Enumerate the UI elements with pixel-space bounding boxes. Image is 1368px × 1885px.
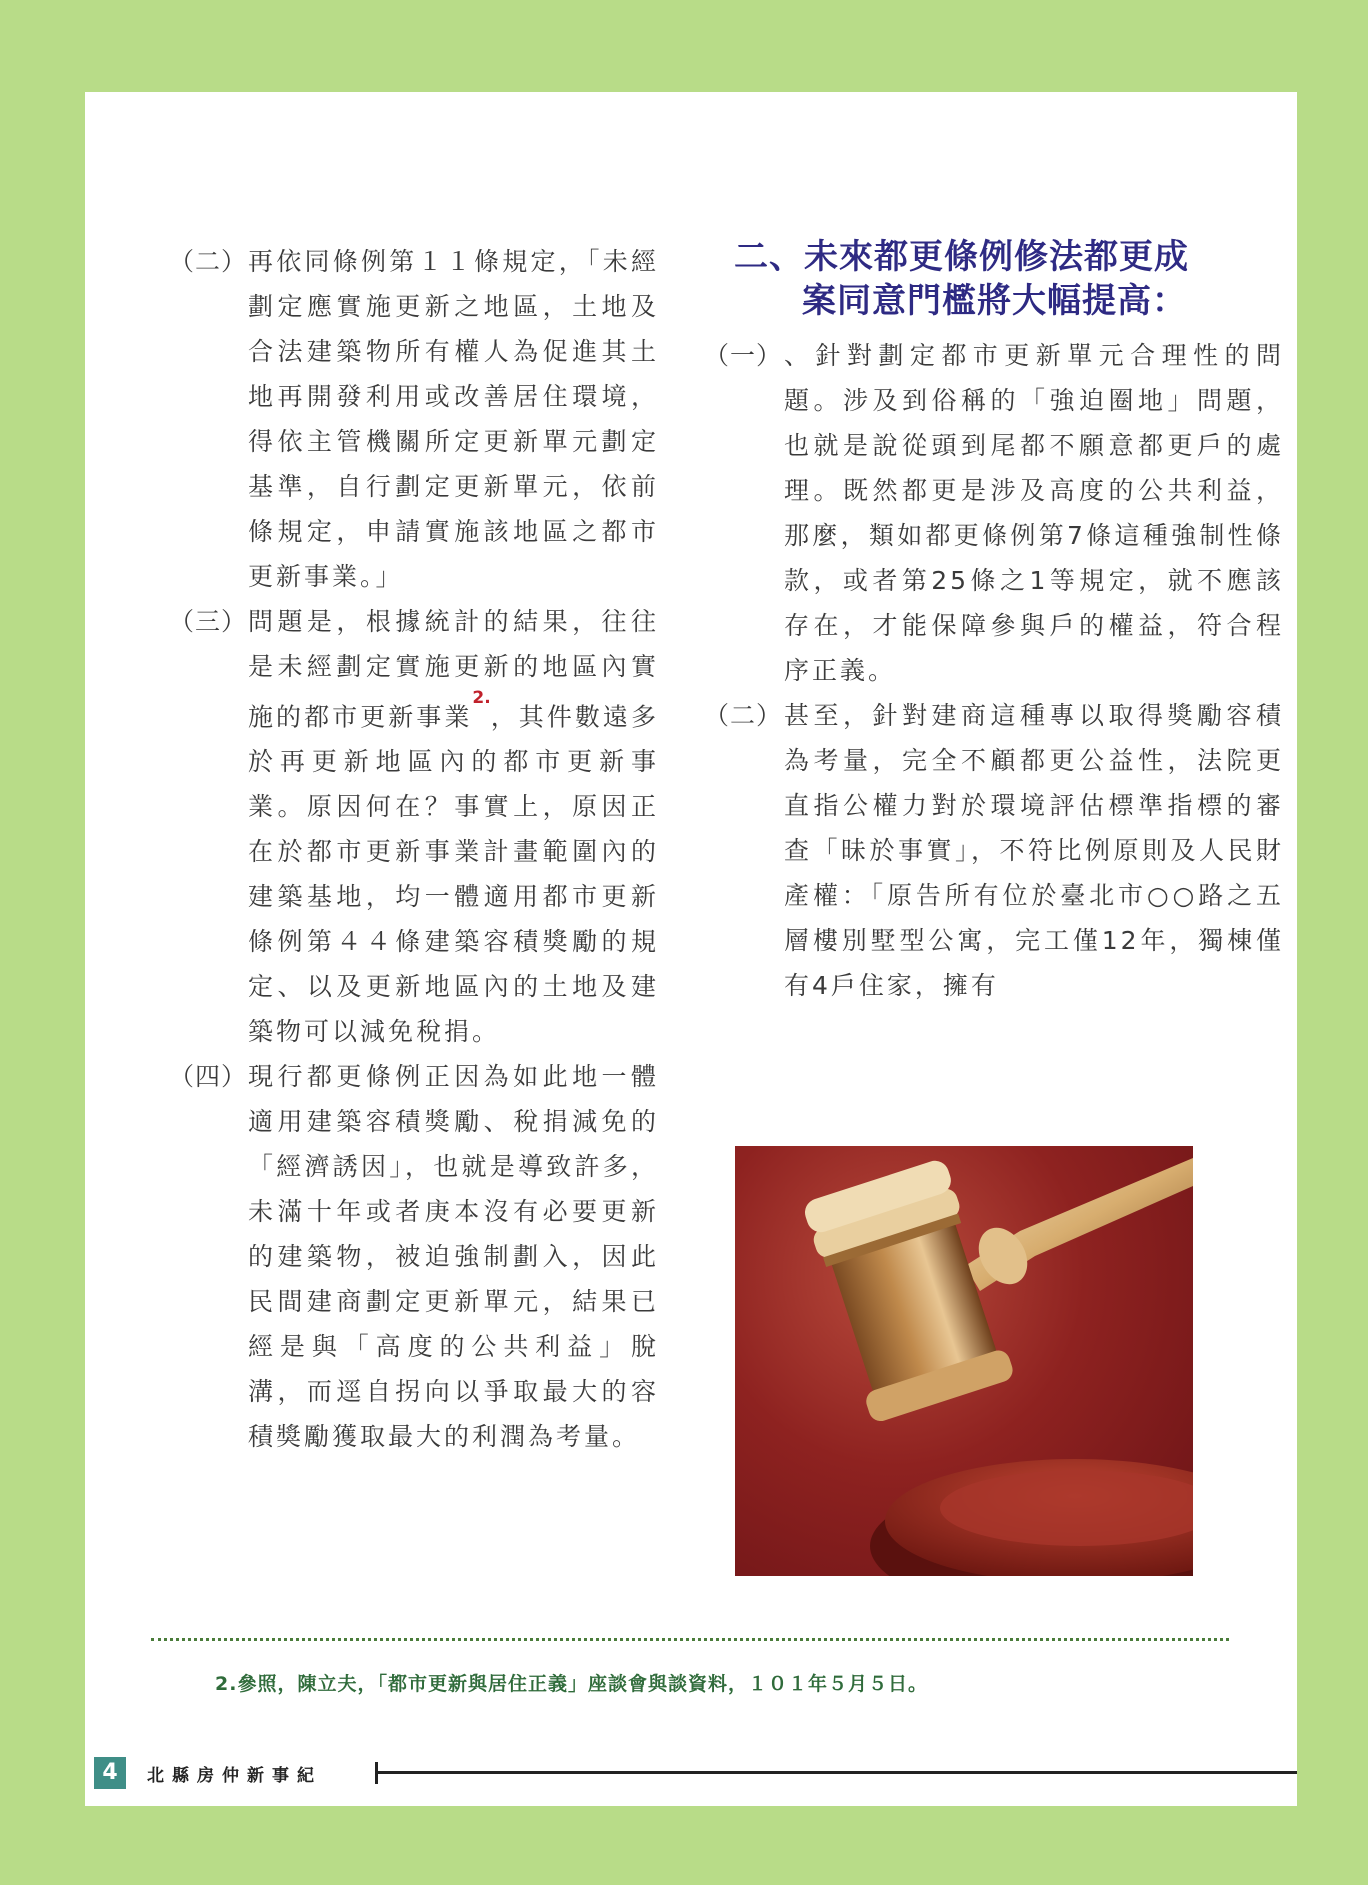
item-number: （四） <box>169 1062 248 1092</box>
footnote-reference: 2. <box>472 688 491 708</box>
gavel-illustration <box>735 1146 1193 1576</box>
list-item <box>704 333 1284 693</box>
footnote: 2.參照，陳立夫，「都市更新與居住正義」座談會與談資料，１０１年５月５日。 <box>215 1673 928 1695</box>
section-heading <box>734 235 1284 323</box>
item-number: （一） <box>704 341 783 370</box>
item-number: （三） <box>169 607 248 636</box>
heading-line: 二、未來都更條例修法都更成 <box>734 237 1189 277</box>
left-column <box>169 239 659 1459</box>
item-text: 、針對劃定都市更新單元合理性的問題。涉及到俗稱的「強迫圈地」問題，也就是說從頭到尾都不願意都更戶的處理。既然都更是涉及高度的公共利益，那麼，類如都更條例第7條這種強制性條款，或者第25條之1等規定，就不應該存在，才能保障參與戶的權益，符合程序正義。 <box>784 341 1284 685</box>
list-item <box>169 599 659 1054</box>
list-item <box>169 239 659 599</box>
page-sheet <box>85 92 1297 1806</box>
page-number: 4 <box>94 1757 126 1789</box>
item-text: 甚至，針對建商這種專以取得獎勵容積為考量，完全不顧都更公益性，法院更直指公權力對於環境評估標準指標的審查「昧於事實」，不符比例原則及人民財產權：「原告所有位於臺北市○○路之五層樓別墅型公寓，完工僅12年，獨棟僅有4戶住家，擁有 <box>784 701 1284 1000</box>
gavel-photo <box>735 1146 1193 1576</box>
item-text: 再依同條例第１１條規定，「未經劃定應實施更新之地區，土地及合法建築物所有權人為促進其土地再開發利用或改善居住環境，得依主管機關所定更新單元劃定基準，自行劃定更新單元，依前條規定，申請實施該地區之都市更新事業。」 <box>248 247 659 591</box>
right-column <box>704 235 1284 1008</box>
publication-title: 北縣房仲新事紀 <box>147 1766 322 1786</box>
item-text-part: ，其件數遠多於再更新地區內的都市更新事業。原因何在？事實上，原因正在於都市更新事業計畫範圍內的建築基地，均一體適用都市更新條例第４４條建築容積獎勵的規定、以及更新地區內的土地及建築物可以減免稅捐。 <box>248 702 659 1047</box>
list-item <box>169 1054 659 1459</box>
footnote-divider <box>151 1638 1229 1641</box>
item-text <box>248 599 659 1054</box>
item-text: 現行都更條例正因為如此地一體適用建築容積獎勵、稅捐減免的「經濟誘因」，也就是導致許多，未滿十年或者庚本沒有必要更新的建築物，被迫強制劃入，因此民間建商劃定更新單元，結果已經是與「高度的公共利益」脫溝，而逕自拐向以爭取最大的容積獎勵獲取最大的利潤為考量。 <box>248 1062 659 1452</box>
item-number: （二） <box>704 701 783 730</box>
heading-line: 案同意門檻將大幅提高： <box>802 281 1187 321</box>
item-number: （二） <box>169 247 248 276</box>
footer-rule <box>378 1771 1297 1774</box>
item-text-part: 問題是，根據統計的結果，往往是未經劃定實施更新的地區內實施的都市更新事業 <box>248 607 659 732</box>
list-item <box>704 693 1284 1008</box>
